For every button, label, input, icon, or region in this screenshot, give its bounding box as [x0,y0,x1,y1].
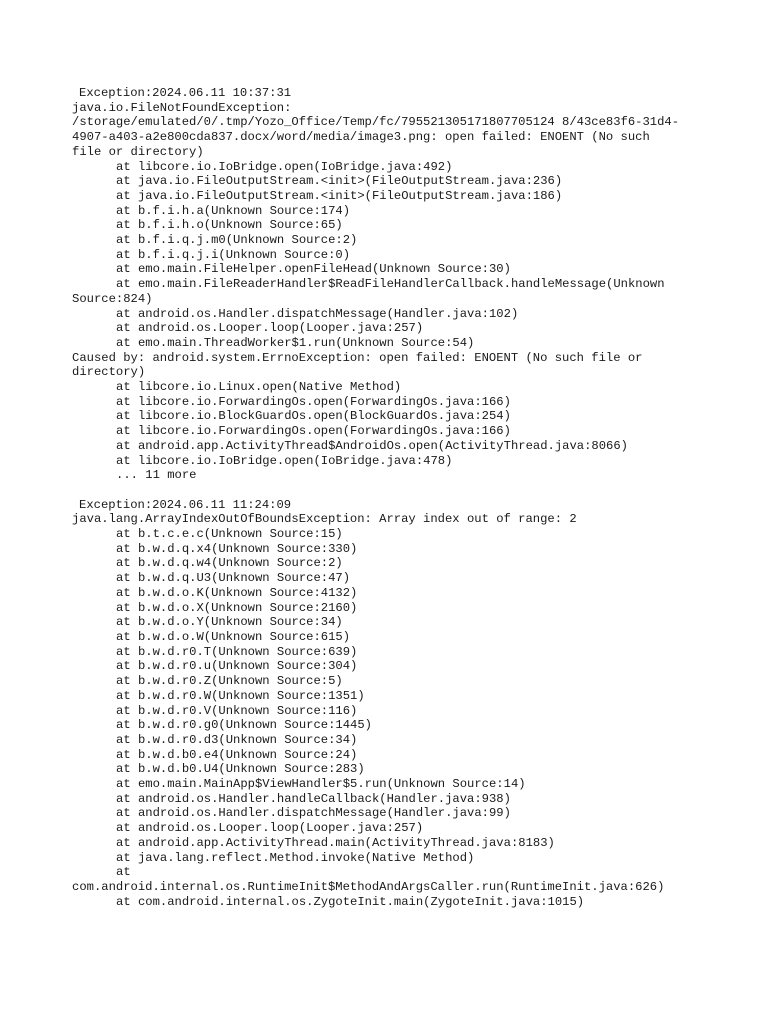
stack-frame-line: at b.w.d.o.W(Unknown Source:615) [116,630,351,644]
log-text-line: directory) [72,365,146,380]
log-text-line: Caused by: android.system.ErrnoException: open failed: ENOENT (No such file or [72,350,643,365]
stack-frame-line: at android.os.Handler.dispatchMessage(Handler.java:102) [116,306,519,321]
stack-frame-line: at libcore.io.IoBridge.open(IoBridge.java:478) [116,453,453,468]
stack-frame-line: at android.app.ActivityThread$AndroidOs.open(ActivityThread.java:8066) [116,438,628,453]
log-document [72,86,702,924]
stack-frame-line: at b.w.d.r0.u(Unknown Source:304) [116,659,358,674]
stack-frame-line: at android.os.Handler.dispatchMessage(Handler.java:99) [116,806,511,821]
stack-frame-line: at b.t.c.e.c(Unknown Source:15) [116,527,343,542]
stack-frame-line: at android.app.ActivityThread.main(ActivityThread.java:8183) [116,835,555,850]
stack-frame-line: at [116,865,131,880]
stack-frame-line: at emo.main.ThreadWorker$1.run(Unknown Source:54) [116,335,475,350]
stack-frame-line: at android.os.Looper.loop(Looper.java:257) [116,321,424,336]
stack-frame-line: at libcore.io.ForwardingOs.open(ForwardingOs.java:166) [116,394,511,409]
log-text-line: 4907-a403-a2e800cda837.docx/word/media/image3.png: open failed: ENOENT (No such [72,130,650,145]
stack-frame-line: at b.w.d.o.K(Unknown Source:4132) [116,585,358,600]
log-text-line: file or directory) [72,144,204,159]
stack-frame-line: at com.android.internal.os.ZygoteInit.main(ZygoteInit.java:1015) [116,894,585,909]
stack-frame-line: at android.os.Handler.handleCallback(Handler.java:938) [116,791,511,806]
stack-frame-line: at java.io.FileOutputStream.<init>(FileOutputStream.java:236) [116,174,563,189]
log-text-line: /storage/emulated/0/.tmp/Yozo_Office/Temp/fc/795521305171807705124 8/43ce83f6-31d4- [72,115,680,130]
stack-frame-line: at libcore.io.BlockGuardOs.open(BlockGuardOs.java:254) [116,409,511,424]
exception-header: Exception:2024.06.11 11:24:09 [79,497,292,512]
stack-frame-line: at b.w.d.r0.T(Unknown Source:639) [116,644,358,659]
stack-frame-line: at b.w.d.o.X(Unknown Source:2160) [116,600,358,615]
stack-frame-line: at java.lang.reflect.Method.invoke(Native Method) [116,850,475,865]
stack-frame-line: at b.f.i.h.a(Unknown Source:174) [116,203,351,218]
stack-frame-line: at emo.main.FileReaderHandler$ReadFileHandlerCallback.handleMessage(Unknown [116,277,665,292]
exception-block [72,86,702,483]
stack-frame-line: at b.w.d.q.x4(Unknown Source:330) [116,541,358,556]
stack-frame-line: at android.os.Looper.loop(Looper.java:257) [116,821,424,836]
stack-frame-line: at b.w.d.q.w4(Unknown Source:2) [116,556,343,571]
stack-trace [72,512,702,909]
log-text-line: com.android.internal.os.RuntimeInit$MethodAndArgsCaller.run(RuntimeInit.java:626) [72,879,665,894]
stack-frame-line: at b.f.i.q.j.m0(Unknown Source:2) [116,233,358,248]
stack-frame-line: at emo.main.MainApp$ViewHandler$5.run(Unknown Source:14) [116,777,526,792]
stack-frame-line: at b.f.i.h.o(Unknown Source:65) [116,218,343,233]
stack-frame-line: at libcore.io.Linux.open(Native Method) [116,380,402,395]
log-text-line: Source:824) [72,291,153,306]
stack-frame-line: ... 11 more [116,468,197,483]
log-text-line: java.io.FileNotFoundException: [72,100,292,115]
stack-frame-line: at b.w.d.r0.Z(Unknown Source:5) [116,674,343,689]
stack-frame-line: at b.w.d.r0.g0(Unknown Source:1445) [116,718,372,733]
stack-frame-line: at b.w.d.q.U3(Unknown Source:47) [116,571,351,586]
exception-block [72,498,702,910]
stack-frame-line: at b.f.i.q.j.i(Unknown Source:0) [116,247,351,262]
stack-frame-line: at b.w.d.r0.d3(Unknown Source:34) [116,732,358,747]
stack-frame-line: at java.io.FileOutputStream.<init>(FileOutputStream.java:186) [116,188,563,203]
stack-frame-line: at b.w.d.b0.U4(Unknown Source:283) [116,762,365,777]
stack-frame-line: at b.w.d.b0.e4(Unknown Source:24) [116,747,358,762]
stack-trace [72,101,702,483]
stack-frame-line: at libcore.io.ForwardingOs.open(ForwardingOs.java:166) [116,424,511,439]
stack-frame-line: at emo.main.FileHelper.openFileHead(Unknown Source:30) [116,262,511,277]
log-text-line: java.lang.ArrayIndexOutOfBoundsException: Array index out of range: 2 [72,512,577,527]
exception-header: Exception:2024.06.11 10:37:31 [79,86,292,100]
stack-frame-line: at b.w.d.r0.W(Unknown Source:1351) [116,688,365,703]
stack-frame-line: at b.w.d.o.Y(Unknown Source:34) [116,615,343,630]
stack-frame-line: at b.w.d.r0.V(Unknown Source:116) [116,703,358,718]
stack-frame-line: at libcore.io.IoBridge.open(IoBridge.java:492) [116,159,453,174]
